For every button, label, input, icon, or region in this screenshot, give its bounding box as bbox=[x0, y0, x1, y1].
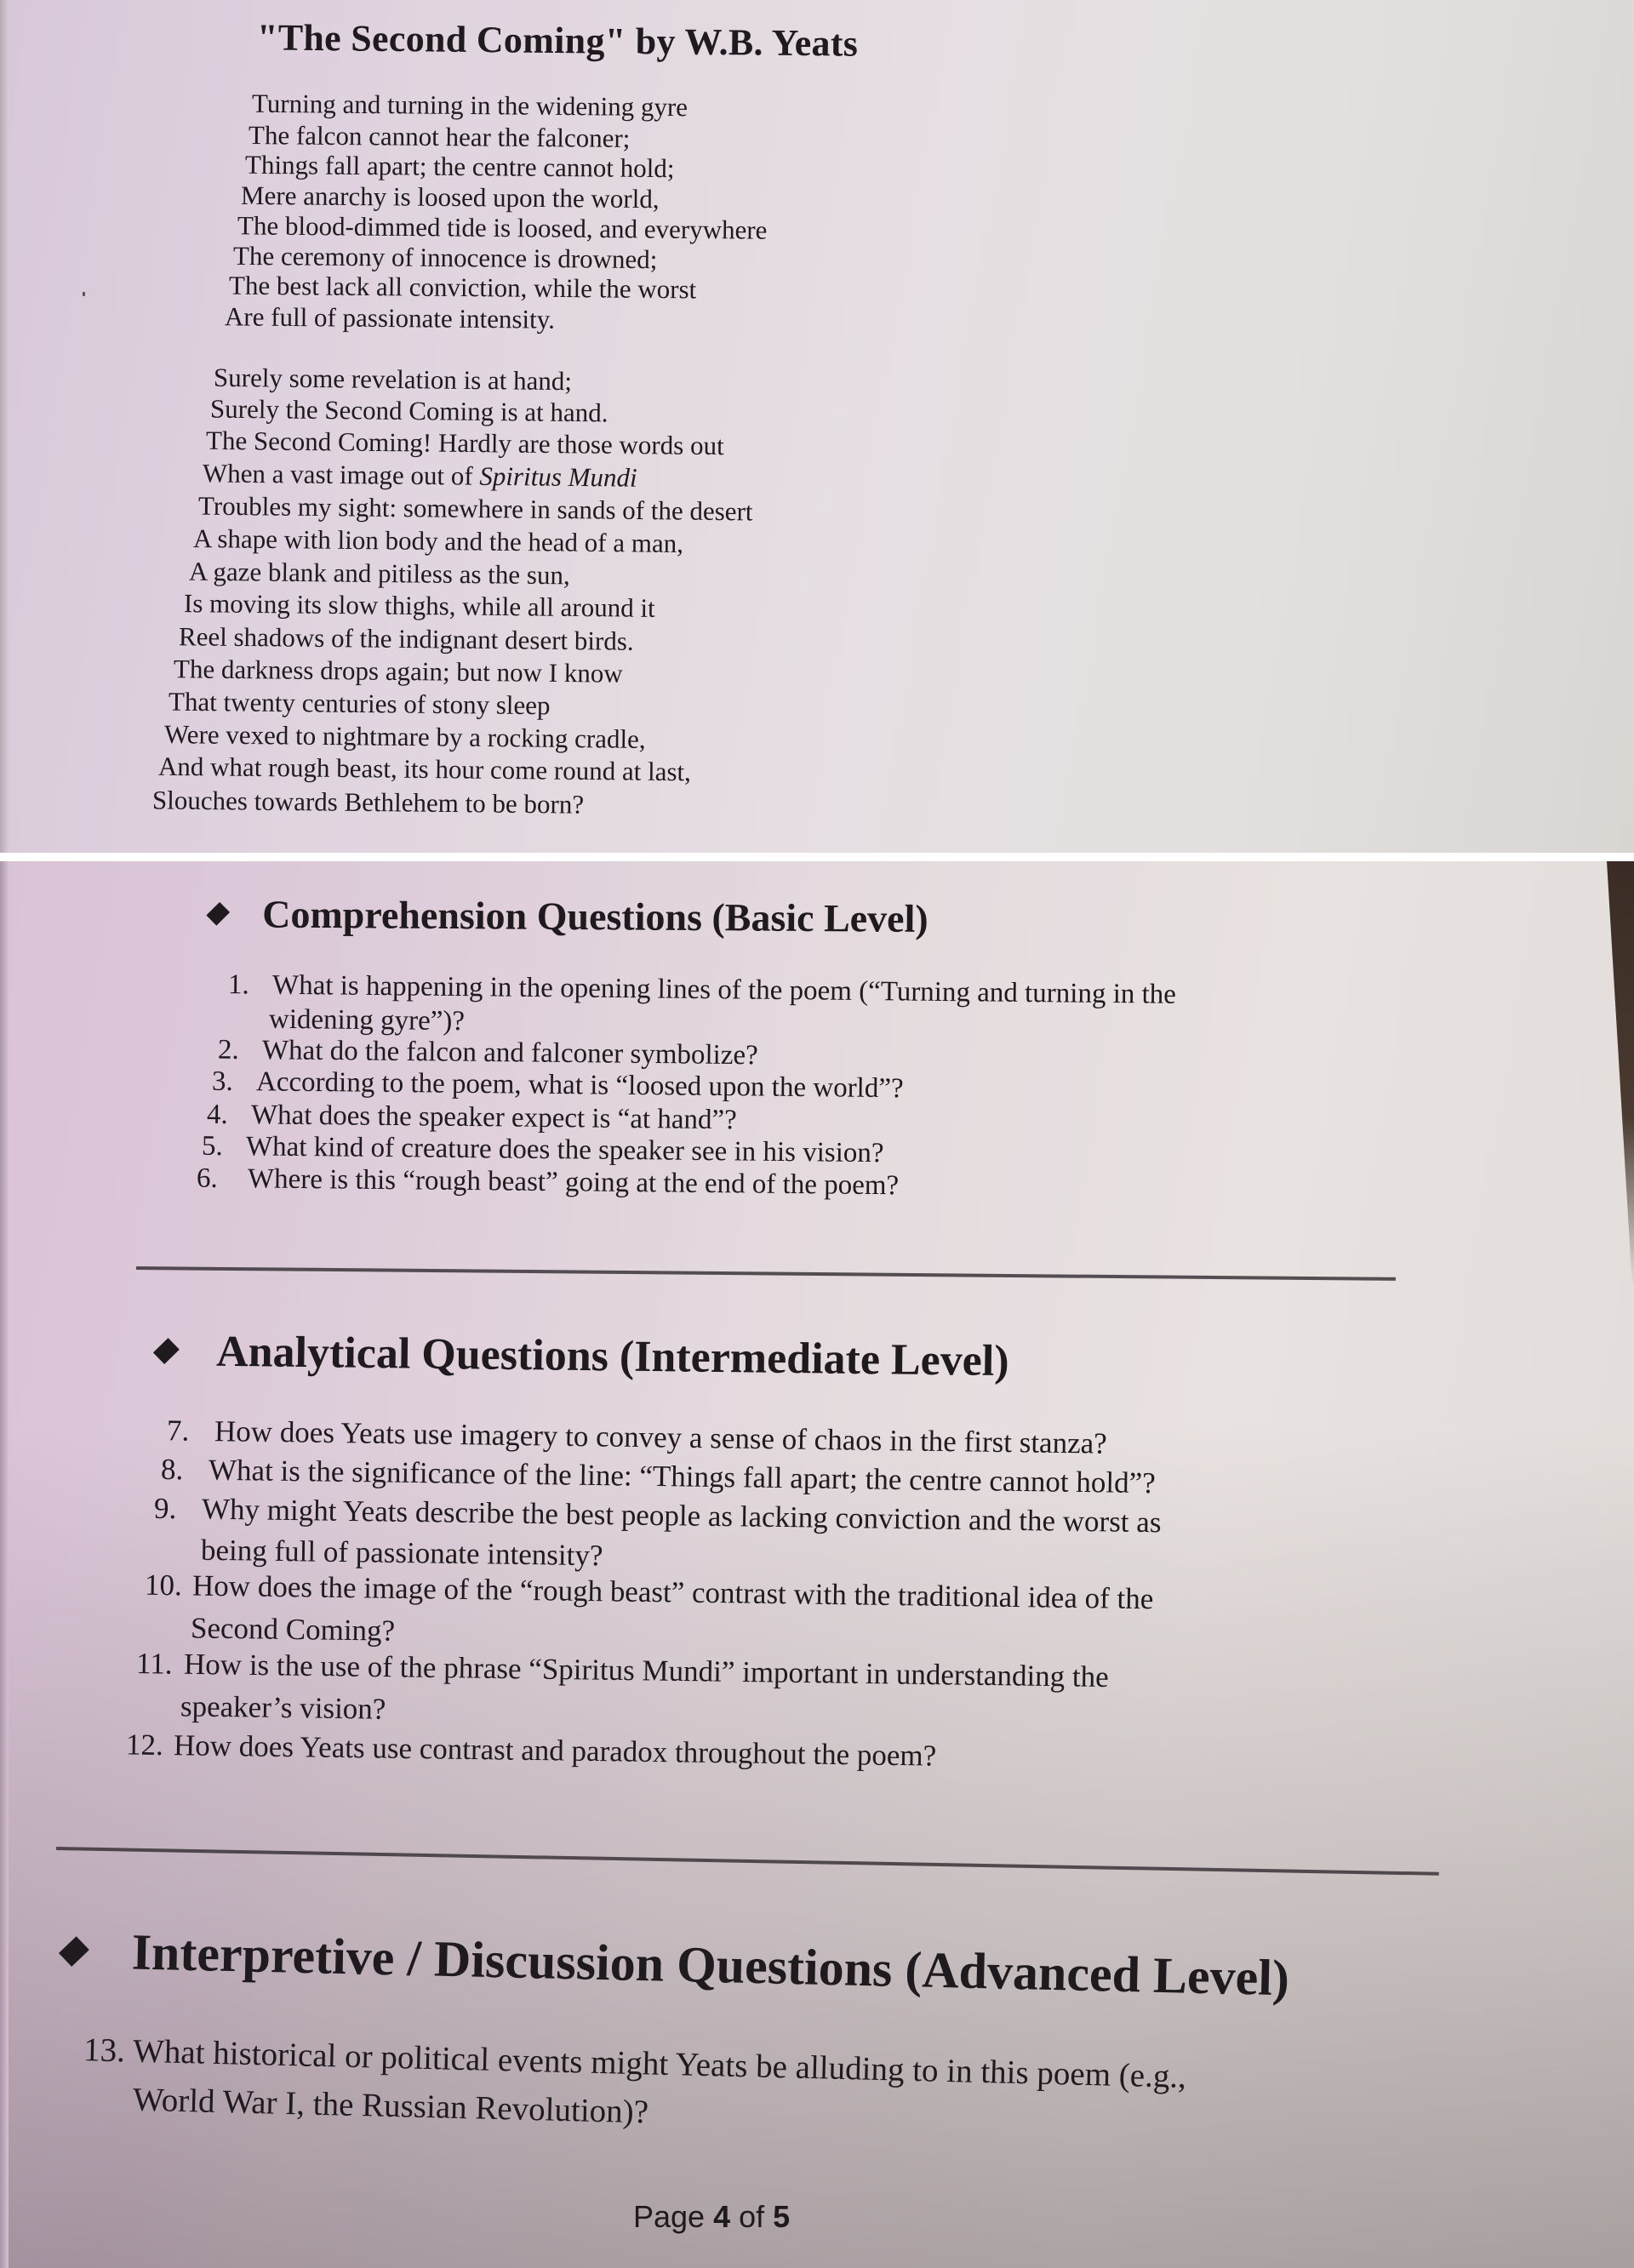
section-heading-comprehension bbox=[211, 891, 928, 941]
poem-line: Slouches towards Bethlehem to be born? bbox=[151, 785, 585, 820]
poem-line: Are full of passionate intensity. bbox=[224, 301, 556, 334]
poem-line: Were vexed to nightmare by a rocking cradle, bbox=[163, 719, 646, 754]
poem-line: The blood-dimmed tide is loosed, and everywhere bbox=[237, 210, 768, 245]
poem-line: The falcon cannot hear the falconer; bbox=[248, 120, 631, 153]
question-text: What does the speaker expect is “at hand”? bbox=[250, 1100, 737, 1136]
question-continuation: being full of passionate intensity? bbox=[200, 1533, 603, 1573]
question-text: What is the significance of the line: “Things fall apart; the centre cannot hold”? bbox=[208, 1453, 1156, 1500]
question-text: Why might Yeats describe the best people as lacking conviction and the worst as bbox=[201, 1492, 1162, 1540]
question-text: Where is this “rough beast” going at the end of the poem? bbox=[247, 1163, 900, 1202]
poem-line-text: When a vast image out of bbox=[202, 458, 480, 491]
question-text: How does Yeats use contrast and paradox throughout the poem? bbox=[173, 1728, 937, 1773]
section-divider bbox=[136, 1266, 1396, 1281]
question-item bbox=[161, 1454, 1156, 1500]
question-continuation: speaker’s vision? bbox=[180, 1689, 386, 1726]
poem-line: Things fall apart; the centre cannot hold; bbox=[244, 149, 675, 184]
question-text: How does Yeats use imagery to convey a sense of chaos in the first stanza? bbox=[214, 1414, 1107, 1460]
question-item bbox=[145, 1569, 1154, 1616]
question-continuation: Second Coming? bbox=[190, 1611, 396, 1648]
footer-middle: of bbox=[730, 2199, 774, 2234]
page-number-footer bbox=[633, 2199, 790, 2235]
footer-total-pages: 5 bbox=[773, 2199, 791, 2234]
question-text: What do the falcon and falconer symbolize? bbox=[261, 1035, 758, 1071]
poem-line: Is moving its slow thighs, while all around it bbox=[183, 588, 655, 623]
poem-line: The ceremony of innocence is drowned; bbox=[232, 240, 658, 275]
poem-title: "The Second Coming" by W.B. Yeats bbox=[256, 16, 859, 65]
poem-line bbox=[203, 458, 637, 493]
section-heading-text: Analytical Questions (Intermediate Level) bbox=[215, 1327, 1009, 1386]
paper-speck bbox=[83, 292, 85, 296]
table-edge-background bbox=[1600, 861, 1634, 1287]
diamond-bullet-icon bbox=[207, 902, 230, 925]
question-number: 13. bbox=[83, 2031, 126, 2070]
poem-photo-panel bbox=[0, 0, 1634, 853]
footer-prefix: Page bbox=[633, 2199, 714, 2234]
question-item bbox=[167, 1414, 1107, 1460]
question-number: 3. bbox=[211, 1065, 233, 1098]
diamond-bullet-icon bbox=[153, 1338, 179, 1363]
poem-line: That twenty centuries of stony sleep bbox=[168, 686, 551, 721]
poem-line: Turning and turning in the widening gyre bbox=[251, 88, 688, 123]
question-number: 2. bbox=[217, 1034, 239, 1065]
question-text: What kind of creature does the speaker see in his vision? bbox=[245, 1131, 884, 1169]
question-item bbox=[154, 1493, 1162, 1540]
poem-line: A shape with lion body and the head of a man, bbox=[192, 523, 684, 559]
poem-line: The best lack all conviction, while the worst bbox=[228, 270, 697, 305]
question-number: 9. bbox=[153, 1491, 177, 1526]
question-text: How is the use of the phrase “Spiritus Mundi” important in understanding the bbox=[183, 1647, 1109, 1694]
poem-line: Reel shadows of the indignant desert birds. bbox=[178, 621, 634, 656]
poem-line: A gaze blank and pitiless as the sun, bbox=[188, 556, 570, 591]
section-divider bbox=[56, 1847, 1439, 1876]
question-number: 11. bbox=[135, 1647, 173, 1681]
question-number: 5. bbox=[201, 1130, 223, 1163]
poem-line: Surely some revelation is at hand; bbox=[213, 362, 573, 397]
question-number: 1. bbox=[227, 969, 249, 1001]
section-heading-analytical bbox=[158, 1326, 1009, 1386]
question-item bbox=[126, 1728, 937, 1772]
question-number: 6. bbox=[196, 1163, 218, 1194]
poem-line: Mere anarchy is loosed upon the world, bbox=[240, 180, 660, 214]
question-item bbox=[136, 1648, 1109, 1694]
question-item bbox=[197, 1163, 900, 1203]
section-heading-text: Comprehension Questions (Basic Level) bbox=[262, 892, 928, 940]
poem-line: Troubles my sight: somewhere in sands of the desert bbox=[197, 490, 753, 527]
spiritus-mundi-italic: Spiritus Mundi bbox=[479, 460, 637, 493]
poem-line: The Second Coming! Hardly are those words out bbox=[205, 425, 724, 461]
poem-line: And what rough beast, its hour come round at last, bbox=[157, 751, 692, 787]
question-number: 12. bbox=[125, 1728, 164, 1762]
poem-line: Surely the Second Coming is at hand. bbox=[209, 393, 608, 428]
question-text: How does the image of the “rough beast” contrast with the traditional idea of the bbox=[191, 1568, 1154, 1616]
question-number: 8. bbox=[160, 1452, 184, 1487]
diamond-bullet-icon bbox=[59, 1936, 89, 1966]
poem-line: The darkness drops again; but now I know bbox=[173, 654, 623, 688]
question-text: What historical or political events might Yeats be alluding to in this poem (e.g., bbox=[132, 2032, 1187, 2095]
footer-current-page: 4 bbox=[713, 2199, 731, 2234]
question-text: What is happening in the opening lines of the poem (“Turning and turning in the bbox=[271, 969, 1177, 1010]
question-continuation: widening gyre”)? bbox=[268, 1003, 466, 1037]
question-number: 10. bbox=[144, 1568, 183, 1602]
section-heading-text: Interpretive / Discussion Questions (Advanced Level) bbox=[131, 1923, 1290, 2007]
question-text: According to the poem, what is “loosed upon the world”? bbox=[255, 1066, 904, 1105]
section-heading-interpretive bbox=[64, 1922, 1289, 2008]
question-continuation: World War I, the Russian Revolution)? bbox=[132, 2081, 649, 2131]
question-number: 7. bbox=[166, 1414, 190, 1448]
question-number: 4. bbox=[206, 1099, 228, 1130]
questions-photo-panel bbox=[0, 861, 1634, 2268]
